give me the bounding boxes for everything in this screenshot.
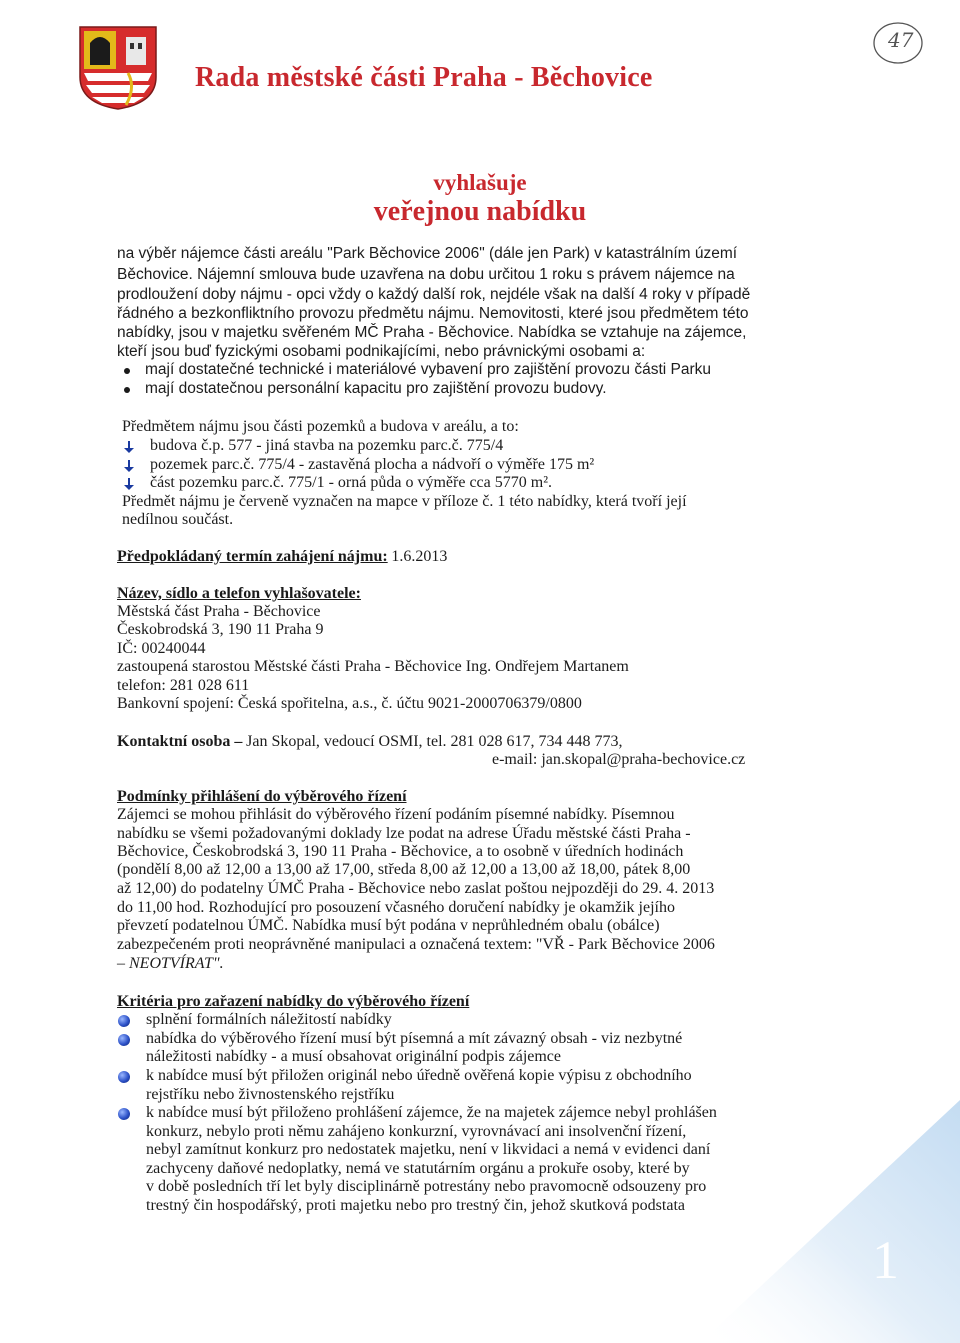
bullet-icon	[124, 387, 130, 393]
criteria-item: nebyl zamítnut konkurz pro nedostatek majetku, není v likvidaci a nemá v evidenci daní	[146, 1141, 711, 1158]
conditions-line: zabezpečeném proti neoprávněné manipulaci a označená textem: "VŘ - Park Běchovice 2006	[117, 936, 715, 953]
page-mark-text: 47	[888, 28, 914, 52]
conditions-line: Běchovice, Českobrodská 3, 190 11 Praha - Běchovice, a to osobně v úředních hodinách	[117, 843, 684, 860]
conditions-line: nabídku se všemi požadovanými doklady lze podat na adrese Úřadu městské části Praha -	[117, 825, 691, 842]
start-date-value: 1.6.2013	[391, 548, 448, 565]
criteria-item: v době posledních tří let byly disciplinárně potrestány nebo pravomocně odsouzeny pro	[146, 1178, 707, 1195]
issuer-line: Městská část Praha - Běchovice	[117, 603, 321, 620]
subject-note: nedílnou součást.	[122, 511, 234, 528]
issuer-heading: Název, sídlo a telefon vyhlašovatele:	[117, 585, 361, 602]
criteria-item: trestný čin hospodářský, proti majetku nebo pro trestný čin, jehož skutková podstata	[146, 1197, 685, 1214]
council-name: Rada městské části Praha - Běchovice	[195, 62, 653, 93]
criteria-item: zachyceny daňové nedoplatky, nemá ve statutárním orgánu a prokuře osoby, které by	[146, 1160, 690, 1177]
start-date-row	[117, 548, 447, 566]
conditions-line: (pondělí 8,00 až 12,00 a 13,00 až 17,00, středa 8,00 až 12,00 a 13,00 až 18,00, pátek 8,00	[117, 861, 691, 878]
intro-line: nabídky, jsou v majetku svěřeném MČ Praha - Běchovice. Nabídka se vztahuje na zájemce,	[117, 324, 747, 341]
intro-line: na výběr nájemce části areálu "Park Běchovice 2006" (dále jen Park) v katastrálním území	[117, 245, 738, 262]
issuer-line: zastoupená starostou Městské části Praha - Běchovice Ing. Ondřejem Martanem	[117, 658, 629, 675]
criteria-item: konkurz, nebylo proti němu zahájeno konkurzní, vyrovnávací ani insolvenční řízení,	[146, 1123, 687, 1140]
intro-line: Běchovice. Nájemní smlouva bude uzavřena na dobu určitou 1 roku s právem nájemce na	[117, 266, 735, 283]
issuer-line: Českobrodská 3, 190 11 Praha 9	[117, 621, 324, 638]
offer-heading: veřejnou nabídku	[373, 196, 587, 227]
intro-line: řádného a bezkonfliktního provozu předmětu nájmu. Nemovitosti, které jsou předmětem této	[117, 305, 749, 322]
criteria-item: k nabídce musí být přiloženo prohlášení zájemce, že na majetek zájemce nebyl prohlášen	[146, 1104, 717, 1121]
page-number: 1	[872, 1230, 899, 1290]
arrow-down-icon	[122, 477, 136, 491]
blue-bullet-icon	[118, 1015, 130, 1027]
page-corner-decoration	[700, 1100, 960, 1343]
contact-label: Kontaktní osoba –	[117, 733, 243, 750]
criteria-item: splnění formálních náležitostí nabídky	[146, 1011, 392, 1028]
subject-note: Předmět nájmu je červeně vyznačen na mapce v příloze č. 1 této nabídky, která tvoří její	[122, 493, 687, 510]
issuer-line: Bankovní spojení: Česká spořitelna, a.s., č. účtu 9021-2000706379/0800	[117, 695, 582, 712]
intro-line: prodloužení doby nájmu - opci vždy o každý další rok, nejdéle však na další 4 roky v případě	[117, 286, 751, 303]
contact-row	[117, 733, 623, 751]
intro-line: kteří jsou buď fyzickými osobami podnikajícími, nebo právnickými osobami a:	[117, 343, 646, 360]
announces-heading: vyhlašuje	[433, 170, 527, 195]
issuer-line: IČ: 00240044	[117, 640, 206, 657]
handwritten-page-mark	[870, 18, 926, 68]
arrow-down-icon	[122, 459, 136, 473]
requirement-item: mají dostatečnou personální kapacitu pro zajištění provozu budovy.	[145, 380, 607, 397]
conditions-line: Zájemci se mohou přihlásit do výběrového řízení podáním písemné nabídky. Písemnou	[117, 806, 675, 823]
start-date-label: Předpokládaný termín zahájení nájmu:	[117, 548, 388, 565]
conditions-line: do 11,00 hod. Rozhodující pro posouzení včasného doručení nabídky je okamžik jejího	[117, 899, 675, 916]
blue-bullet-icon	[118, 1108, 130, 1120]
criteria-heading: Kritéria pro zařazení nabídky do výběrového řízení	[117, 993, 470, 1010]
subject-item: část pozemku parc.č. 775/1 - orná půda o výměře cca 5770 m².	[150, 474, 552, 491]
conditions-heading: Podmínky přihlášení do výběrového řízení	[117, 788, 407, 805]
subject-item: budova č.p. 577 - jiná stavba na pozemku parc.č. 775/4	[150, 437, 504, 454]
blue-bullet-icon	[118, 1034, 130, 1046]
criteria-item: náležitosti nabídky - a musí obsahovat originální podpis zájemce	[146, 1048, 562, 1065]
bullet-icon	[124, 368, 130, 374]
conditions-line: převzetí podatelnou ÚMČ. Nabídka musí být podána v neprůhledném obalu (obálce)	[117, 917, 660, 934]
contact-text: Jan Skopal, vedoucí OSMI, tel. 281 028 617, 734 448 773,	[246, 733, 623, 750]
conditions-line: – NEOTVÍRAT".	[117, 955, 224, 972]
requirement-item: mají dostatečné technické i materiálové vybavení pro zajištění provozu části Parku	[145, 361, 712, 378]
subject-item: pozemek parc.č. 775/4 - zastavěná plocha a nádvoří o výměře 175 m²	[150, 456, 595, 473]
arrow-down-icon	[122, 440, 136, 454]
criteria-item: nabídka do výběrového řízení musí být písemná a mít závazný obsah - viz nezbytné	[146, 1030, 683, 1047]
contact-email: e-mail: jan.skopal@praha-bechovice.cz	[492, 751, 746, 768]
subject-intro: Předmětem nájmu jsou části pozemků a budova v areálu, a to:	[122, 418, 519, 435]
issuer-line: telefon: 281 028 611	[117, 677, 250, 694]
blue-bullet-icon	[118, 1071, 130, 1083]
coat-of-arms-icon	[78, 25, 158, 111]
criteria-item: k nabídce musí být přiložen originál nebo úředně ověřená kopie výpisu z obchodního	[146, 1067, 692, 1084]
conditions-line: až 12,00) do podatelny ÚMČ Praha - Běchovice nebo zaslat poštou nejpozději do 29. 4. 2013	[117, 880, 715, 897]
criteria-item: rejstříku nebo živnostenského rejstříku	[146, 1086, 395, 1103]
